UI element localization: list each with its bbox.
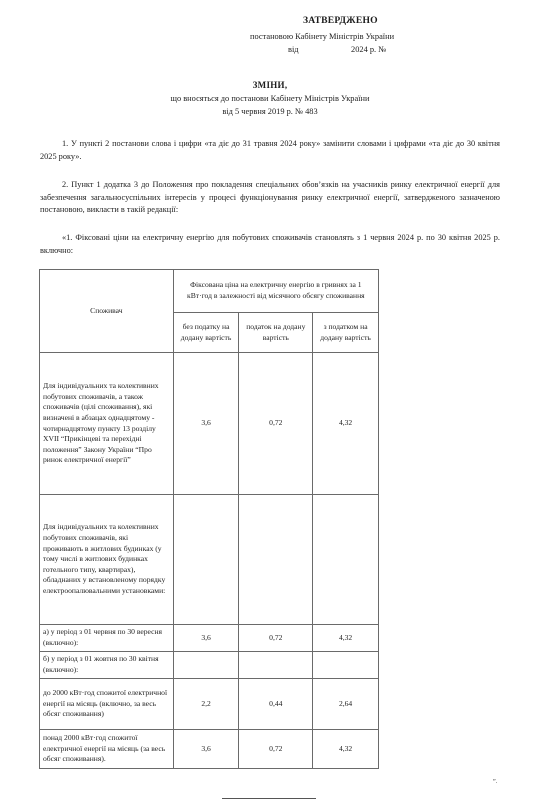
table-row xyxy=(40,730,379,769)
table-row xyxy=(40,495,379,625)
table-row xyxy=(40,353,379,495)
price-no-vat: 2,2 xyxy=(173,679,239,730)
row-label: а) у період з 01 червня по 30 вересня (включно): xyxy=(40,625,174,652)
price-vat-empty xyxy=(239,495,313,625)
price-no-vat: 3,6 xyxy=(173,353,239,495)
tariff-table xyxy=(39,269,379,769)
table-header-row xyxy=(40,270,379,313)
header-price-group: Фіксована ціна на електричну енергію в гривнях за 1 кВт·год в залежності від місячного обсягу споживання xyxy=(173,270,378,313)
header-vat: податок на додану вартість xyxy=(239,313,313,353)
row-label: до 2000 кВт·год спожитої електричної енергії на місяць (включно, за весь обсяг споживання) xyxy=(40,679,174,730)
document-title: ЗМІНИ, xyxy=(252,80,288,90)
row-label: Для індивідуальних та колективних побутових споживачів, які проживають в житлових будинках (у тому числі в житлових будинках готельного типу, квартирах), обладнаних у встановленому порядку електроопалювальними установками: xyxy=(40,495,174,625)
approved-stamp: ЗАТВЕРДЖЕНО xyxy=(303,15,378,26)
price-with-vat-empty xyxy=(313,652,379,679)
approved-year: 2024 р. № xyxy=(351,45,387,54)
table-row xyxy=(40,625,379,652)
approved-by: постановою Кабінету Міністрів України xyxy=(250,32,395,41)
paragraph-1: 1. У пункті 2 постанови слова і цифри «та діє до 31 травня 2024 року» замінити словами і цифрами «та діє до 30 квітня 2025 року». xyxy=(40,139,500,161)
row-label: б) у період з 01 жовтня по 30 квітня (включно): xyxy=(40,652,174,679)
approved-date-label: від xyxy=(288,45,299,54)
paragraph-2: 2. Пункт 1 додатка 3 до Положення про покладення спеціальних обов’язків на учасників ринку електричної енергії для забезпечення загальносуспільних інтересів у процесі функціонування ринку електричної енергії, затвердженого зазначеною постановою, викласти в такій редакції: xyxy=(40,180,500,214)
closing-quote-mark: ”. xyxy=(493,779,498,785)
price-with-vat: 4,32 xyxy=(313,625,379,652)
document-subtitle-date: від 5 червня 2019 р. № 483 xyxy=(222,107,318,116)
header-with-vat: з податком на додану вартість xyxy=(313,313,379,353)
price-with-vat: 2,64 xyxy=(313,679,379,730)
price-no-vat: 3,6 xyxy=(173,625,239,652)
row-label: понад 2000 кВт·год спожитої електричної енергії на місяць (за весь обсяг споживання). xyxy=(40,730,174,769)
footer-divider xyxy=(222,798,316,799)
price-no-vat-empty xyxy=(173,495,239,625)
price-with-vat: 4,32 xyxy=(313,730,379,769)
table-row xyxy=(40,679,379,730)
price-with-vat-empty xyxy=(313,495,379,625)
price-vat: 0,44 xyxy=(239,679,313,730)
price-no-vat-empty xyxy=(173,652,239,679)
row-label: Для індивідуальних та колективних побутових споживачів, а також споживачів (цілі споживання), які визначені в абзацах однадцятому - чотирнадцятому пункту 13 розділу XVII “Прикінцеві та перехідні положення” Закону України “Про ринок електричної енергії” xyxy=(40,353,174,495)
price-no-vat: 3,6 xyxy=(173,730,239,769)
price-with-vat: 4,32 xyxy=(313,353,379,495)
paragraph-3: «1. Фіксовані ціни на електричну енергію для побутових споживачів становлять з 1 червня 2024 р. по 30 квітня 2025 р. включно: xyxy=(40,233,500,255)
price-vat: 0,72 xyxy=(239,730,313,769)
price-vat-empty xyxy=(239,652,313,679)
price-vat: 0,72 xyxy=(239,625,313,652)
table-row xyxy=(40,652,379,679)
price-vat: 0,72 xyxy=(239,353,313,495)
document-subtitle: що вносяться до постанови Кабінету Міністрів України xyxy=(170,94,370,103)
header-no-vat: без податку на додану вартість xyxy=(173,313,239,353)
header-consumer: Споживач xyxy=(40,270,174,353)
